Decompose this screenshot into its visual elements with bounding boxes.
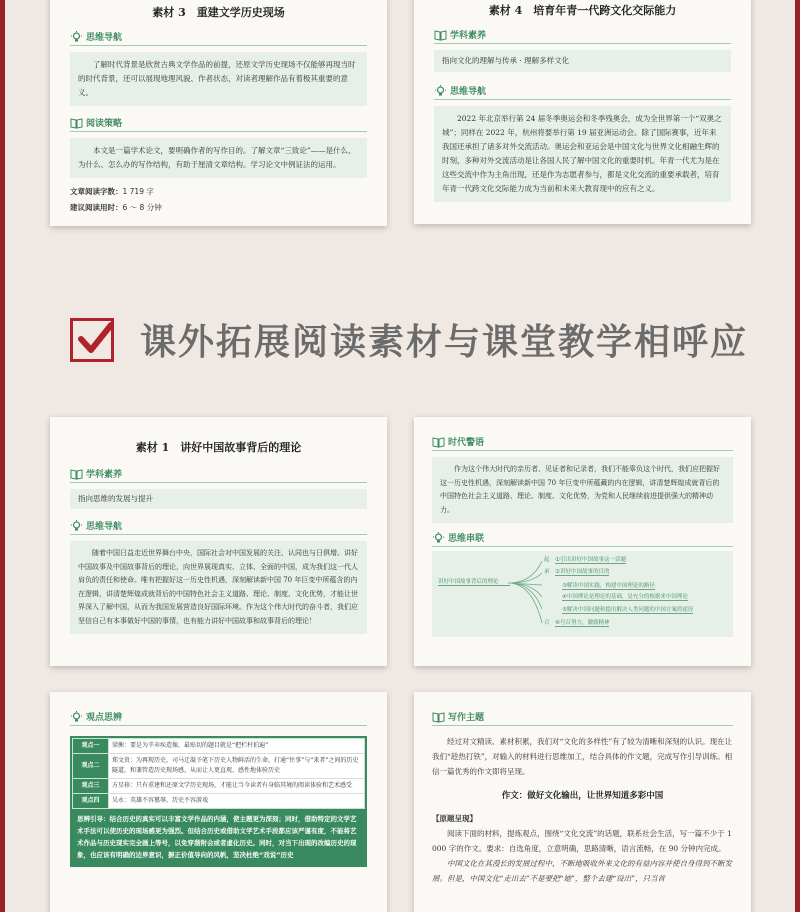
banner-title: 课外拓展阅读素材与课堂教学相呼应 [140,322,749,363]
material1-title: 素材 1 讲好中国故事背后的理论 [135,441,302,454]
prompt-text: 阅读下面的材料，提炼观点，围绕“文化交流”的话题，联系社会生活，写一篇不少于 1 000 字的作文。要求：自选角度，立意明确，思路清晰，语言流畅，在 90 分钟内完成。 [432,829,732,853]
debate-card [50,692,387,912]
book-icon [432,711,445,723]
debate-label: 观点思辨 [86,713,123,723]
table-row [73,794,365,809]
material-text: 中国文化在其漫长的发展过程中，不断地吸收外来文化的有益内容并使自身得到不断发展。但是，中国文化“走出去”不是要把“她”，整个去建“设出”，只当首 [432,859,732,883]
time-label: 建议阅读用时： [70,203,123,212]
right-frame-border [795,0,800,912]
book-icon [70,117,83,129]
viewpoint-table [72,738,365,809]
prompt-label: 【原题呈现】 [432,814,477,823]
material1-guide-header [70,519,367,535]
table-row [73,779,365,794]
viewpoint-label: 观点一 [73,739,109,754]
mindmap-node [562,605,693,613]
material1-literacy-text: 指向思维的发展与提升 [70,489,367,509]
lightbulb-icon [70,31,83,43]
mindmap-label: 思维串联 [448,534,485,544]
mindmap-node [544,618,609,626]
material3-guide-header [70,30,367,46]
material1-guide-label: 思维导航 [86,522,123,532]
book-icon [434,29,447,41]
material4-literacy-text: 指向文化的理解与传承 · 理解多样文化 [434,50,731,72]
debate-header [70,710,367,726]
material4-card [414,0,751,224]
lightbulb-icon [70,520,83,532]
writing-header [432,710,733,726]
material3-guide-label: 思维导航 [86,33,123,43]
material3-strategy-label: 阅读策略 [86,119,123,129]
viewpoint-text: 郑文贵：为再现历史，司马迁凝予笔下历史人物鲜活的生命，打通“往事”与“来者”之间的历史隧道，和兼管造历史现场感，从而让人更直观、感性地体验历史 [109,754,365,779]
material3-strategy-header [70,116,367,132]
node-text: ②讲好中国故事的目的 [555,569,610,575]
node-tag: 合 [544,620,550,626]
material3-title: 素材 3 重建文学历史现场 [152,6,285,19]
section-banner [70,314,748,365]
lightbulb-icon [432,532,445,544]
material3-meta [70,184,367,216]
material4-guide-header [434,84,731,100]
node-tag: 起 [544,557,550,563]
material3-guide-text: 了解时代背景是欣赏古典文学作品的前提，还原文学历史现场不仅能够再现当时的时代背景，还可以展现地理风貌、作者状态，对读者理解作品有着极其重要的意义。 [70,52,367,106]
material1-guide-text: 随着中国日益走近世界舞台中央，国际社会对中国发展的关注、认同也与日俱增。讲好中国故事及中国故事背后的理论，向世界展现真实、立体、全面的中国，成为我们这一代人肩负的责任和使命。唯有把握好这一历史性机遇，深刻解读新中国 70 年巨变中所蕴含的内在逻辑，讲清楚辉煌成就背后的中国特色社会主义道路、理论、制度、文化优势，才能让世界深入了解中国，从而为我国发展营造良好国际环境。作为这个伟大时代的奋斗者，我们应坚信自己有本事做好中国的事情，也有能力讲好中国故事和故事背后的理论！ [70,541,367,634]
book-icon [70,468,83,480]
writing-card [414,692,751,912]
viewpoint-label: 观点二 [73,754,109,779]
node-tag: 承 [544,569,550,575]
material1-literacy-label: 学科素养 [86,470,123,480]
era-text: 作为这个伟大时代的亲历者、见证者和记录者，我们不能辜负这个时代，我们应把握好这一历史性机遇，深刻解读新中国 70 年巨变中所蕴藏的内在逻辑，讲清楚辉煌成就背后的中国特色社会主义道路、理论、制度、文化优势，为党和人民继续前进提供强大的精神动力。 [432,457,733,523]
viewpoint-label: 观点三 [73,779,109,794]
material1-literacy-header [70,467,367,483]
material4-guide-label: 思维导航 [450,87,487,97]
writing-intro: 经过对文精读、素材积累，我们对“文化的多样性”有了较为清晰和深刻的认识。现在让我们“趁热打铁”，对输入的材料进行思维加工，结合具体的作文题，完成写作引导训练。相信一篇优秀的作文即将呈现。 [432,737,733,776]
era-card [414,417,751,666]
era-header [432,435,733,451]
mindmap-root: 讲好中国故事背后的理论 [438,577,510,586]
node-text: ⑤解决中国问题和提出解决人类问题的中国方案的途径 [562,607,694,613]
material3-strategy-text: 本文是一篇学术论文，要明确作者的写作目的。了解文章“三致论”——是什么、为什么、怎么办的写作结构，有助于厘清文章结构。学习论文中例证法的运用。 [70,138,367,178]
wordcount-label: 文章阅读字数： [70,187,123,196]
node-text: ③解读中国实践，构建中国理论的路径 [562,583,655,589]
mindmap-node [544,555,626,563]
mindmap-node [562,581,655,589]
mindmap-node [562,592,688,600]
left-frame-border [0,0,5,912]
lightbulb-icon [434,85,447,97]
viewpoint-label: 观点四 [73,794,109,809]
debate-analysis: 思辨引导：结合历史的真实可以丰富文学作品的内涵，使主题更为深刻；同时，借助特定的文学艺术手法可以使历史的现场感更为强烈。但结合历史或借助文学艺术手段都应该严谨有度，不能将艺术作品与历史现实完全画上等号，以免穿凿附会或者虚化历史。同时，对当下出现的改编历史的现象，也应该有明确的边界意识，摒正价值导向的风帆，坚决杜绝“戏说”历史 [72,809,365,865]
checkmark-icon [70,318,114,362]
viewpoint-text: 方星移：只有重建和还原文学历史现场，才能让当今读者有身临其境的阅读体验和艺术感受 [109,779,365,794]
mindmap [432,551,733,637]
material4-literacy-header [434,28,731,44]
material4-guide-text: 2022 年北京举行第 24 届冬季奥运会和冬季残奥会，成为全世界第一个“双奥之城”；同样在 2022 年，杭州将要举行第 19 届亚洲运动会。除了国际赛事，近年来我国还承担了诸多对外交流活动。奥运会和亚运会是中国文化与世界文化相融生辉的时刻，多种对外交流活动是让各国人民了解中国文化的重要时机。年青一代尤为是在这些交流中作为主角出现，还是作为志愿者参与，都是文化交流的重要承载者，培育年青一代跨文化交际能力成为当前和未来大教育现中的应有之义。 [434,106,731,202]
table-row [73,739,365,754]
debate-box [70,736,367,867]
wordcount-value: 1 719 字 [122,187,154,196]
node-text: ①引出讲好中国故事这一话题 [555,557,626,563]
mindmap-header [432,531,733,547]
time-value: 6 ～ 8 分钟 [122,203,162,212]
book-icon [432,436,445,448]
viewpoint-text: 梁衡：要是为辛弃疾造像，最贴切的题目就是“把栏杆拍遍” [109,739,365,754]
table-row [73,754,365,779]
mindmap-node [544,567,609,575]
material4-title: 素材 4 培育年青一代跨文化交际能力 [488,4,677,17]
material4-literacy-label: 学科素养 [450,31,487,41]
viewpoint-text: 吴永：英雄不容篡辱，历史不容游戏 [109,794,365,809]
era-label: 时代警语 [448,438,485,448]
node-text: ④中国理论是理论的基础，是充分的根据来中国理论 [562,594,688,600]
material1-card [50,417,387,666]
lightbulb-icon [70,711,83,723]
essay-title: 作文：做好文化输出，让世界知道多彩中国 [501,791,664,801]
material3-card [50,0,387,226]
node-text: ⑥号召努力，激励精神 [555,620,610,626]
writing-label: 写作主题 [448,713,485,723]
